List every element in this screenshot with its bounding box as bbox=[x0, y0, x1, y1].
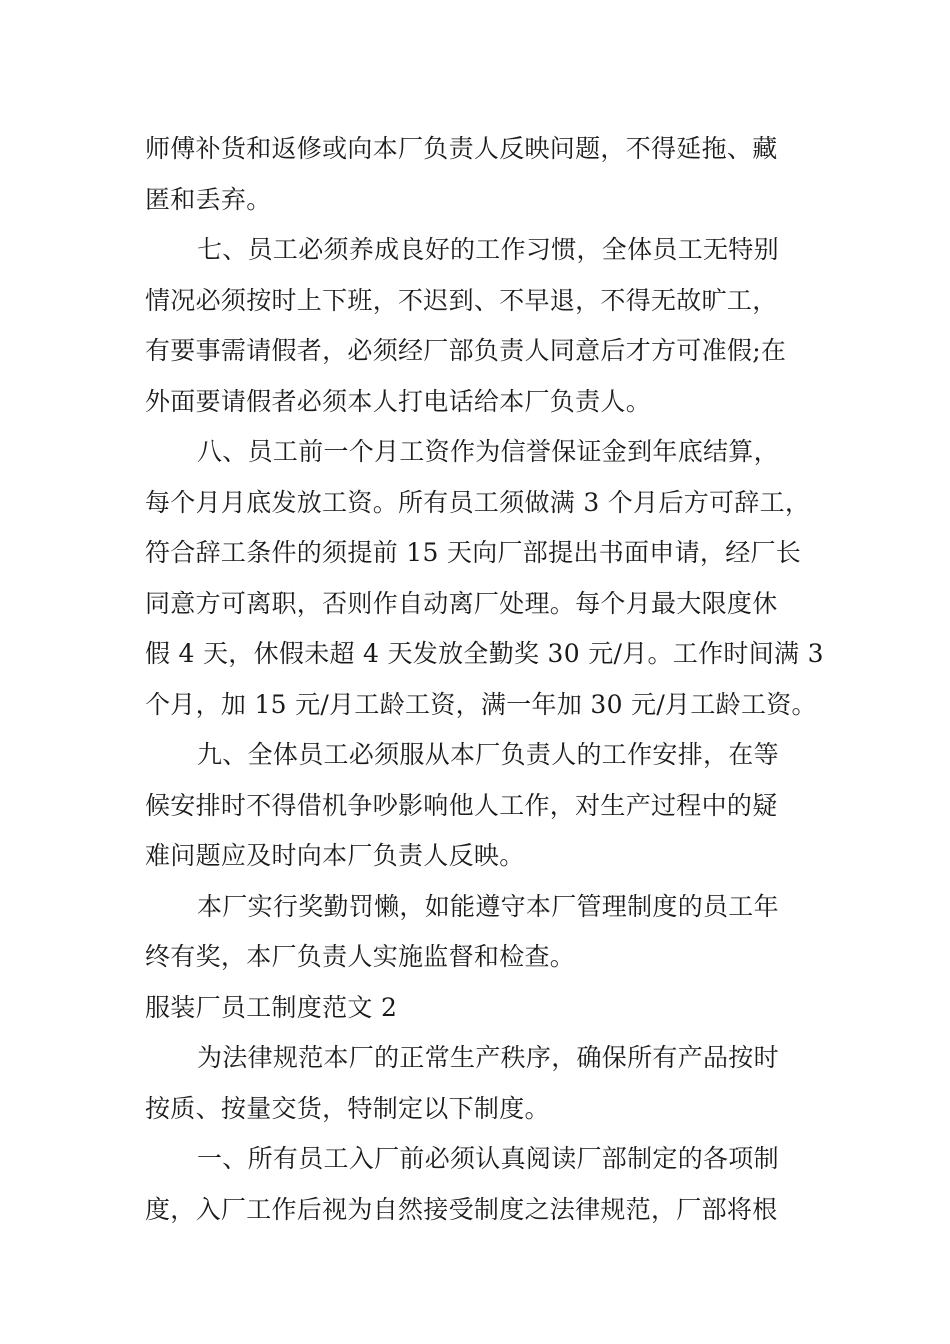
text-line: 匿和丢弃。 bbox=[145, 184, 272, 214]
text-line: 师傅补货和返修或向本厂负责人反映问题，不得延拖、藏 bbox=[145, 134, 778, 163]
text-line: 每个月月底发放工资。所有员工须做满 3 个月后方可辞工， bbox=[145, 487, 811, 517]
document-body bbox=[145, 124, 824, 1235]
text-line: 本厂实行奖勤罚懒，如能遵守本厂管理制度的员工年 bbox=[197, 891, 779, 921]
text-line: 外面要请假者必须本人打电话给本厂负责人。 bbox=[145, 386, 652, 416]
text-line: 个月，加 15 元/月工龄工资，满一年加 30 元/月工龄工资。 bbox=[145, 689, 817, 719]
text-line: 按质、按量交货，特制定以下制度。 bbox=[145, 1093, 550, 1123]
text-line: 度，入厂工作后视为自然接受制度之法律规范，厂部将根 bbox=[145, 1194, 778, 1224]
text-line: 候安排时不得借机争吵影响他人工作，对生产过程中的疑 bbox=[145, 790, 778, 820]
section-heading: 服装厂员工制度范文 2 bbox=[145, 992, 398, 1022]
text-line: 有要事需请假者，必须经厂部负责人同意后才方可准假;在 bbox=[145, 336, 787, 365]
text-line: 一、所有员工入厂前必须认真阅读厂部制定的各项制 bbox=[197, 1144, 779, 1173]
text-line: 九、全体员工必须服从本厂负责人的工作安排，在等 bbox=[197, 740, 779, 769]
text-line: 七、员工必须养成良好的工作习惯，全体员工无特别 bbox=[197, 235, 779, 264]
text-line: 情况必须按时上下班，不迟到、不早退，不得无故旷工， bbox=[145, 285, 778, 315]
text-line: 符合辞工条件的须提前 15 天向厂部提出书面申请，经厂长 bbox=[145, 538, 802, 567]
text-line: 假 4 天，休假未超 4 天发放全勤奖 30 元/月。工作时间满 3 bbox=[145, 639, 824, 668]
text-line: 终有奖，本厂负责人实施监督和检查。 bbox=[145, 942, 576, 971]
text-line: 为法律规范本厂的正常生产秩序，确保所有产品按时 bbox=[197, 1043, 779, 1072]
text-line: 八、员工前一个月工资作为信誉保证金到年底结算， bbox=[197, 437, 779, 466]
text-line: 难问题应及时向本厂负责人反映。 bbox=[145, 841, 525, 870]
text-line: 同意方可离职，否则作自动离厂处理。每个月最大限度休 bbox=[145, 588, 778, 618]
